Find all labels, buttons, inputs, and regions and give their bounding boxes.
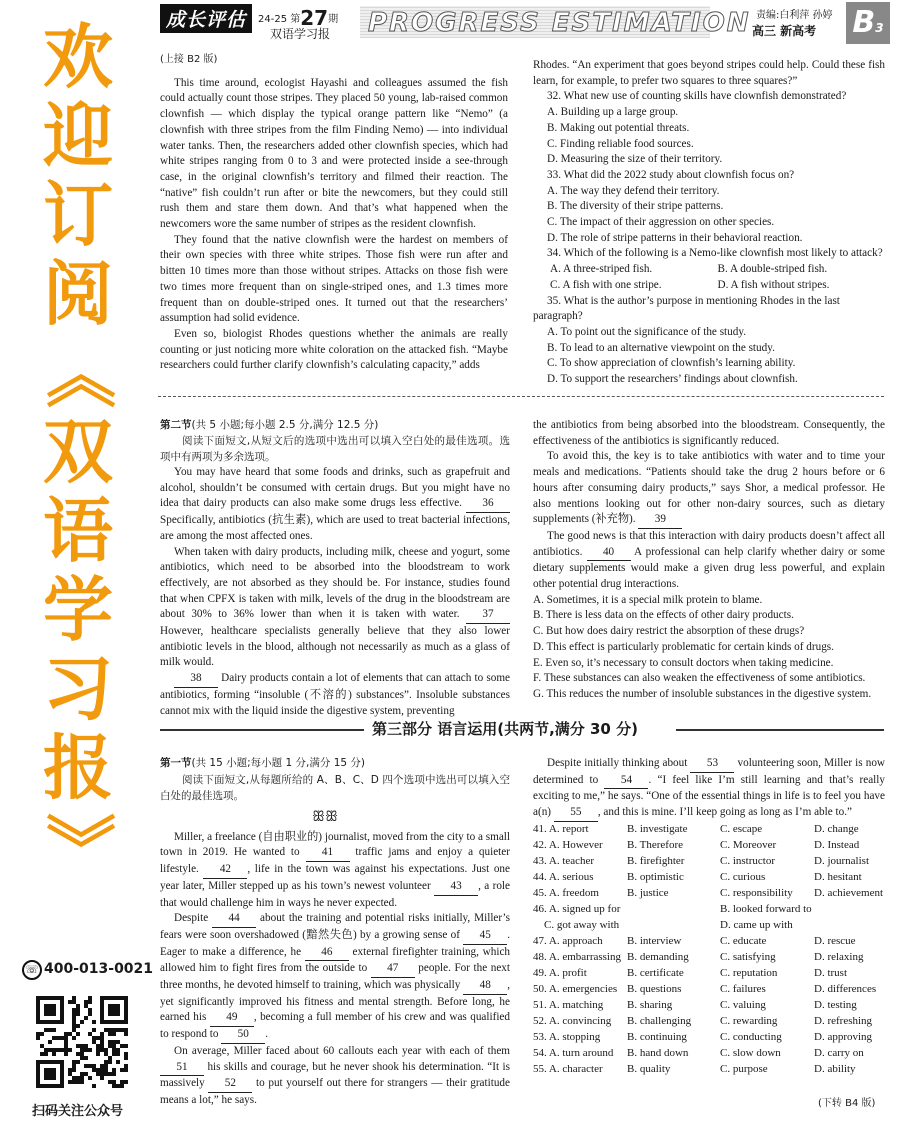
blank-47: 47 xyxy=(371,961,415,978)
blank-50: 50 xyxy=(221,1027,265,1044)
blank-54: 54 xyxy=(604,773,648,790)
answer-option: 48. A. embarrassing xyxy=(533,950,621,963)
answer-option: D. trust xyxy=(814,966,847,979)
cloze-left-column xyxy=(160,418,510,719)
banner-char: 学 xyxy=(43,569,113,651)
answer-option: 49. A. profit xyxy=(533,966,587,979)
answer-option: D. hesitant xyxy=(814,870,862,883)
answer-option: B. To lead to an alternative viewpoint on the study. xyxy=(547,341,775,354)
part3-section-heading xyxy=(160,756,510,772)
page-number: 3 xyxy=(875,21,884,35)
answer-option: C. Moreover xyxy=(720,838,777,851)
blank-46: 46 xyxy=(305,945,349,962)
cloze-right-column xyxy=(533,418,885,703)
blank-38: 38 xyxy=(174,671,218,688)
blank-52: 52 xyxy=(208,1076,252,1093)
reading-continuation: Rhodes. “An experiment that goes beyond stripes could help. Could these fish learn, for example, to prefer two squares to three squares?” xyxy=(533,59,885,87)
answer-option: C. instructor xyxy=(720,854,775,867)
options-table xyxy=(533,822,884,1078)
option-row xyxy=(533,918,884,934)
answer-option: C. responsibility xyxy=(720,886,793,899)
question-stem: 35. What is the author’s purpose in mentioning Rhodes in the last paragraph? xyxy=(533,294,840,323)
grade-label: 高三 新高考 xyxy=(752,24,817,38)
answer-option: D. refreshing xyxy=(814,1014,873,1027)
story-paragraph: Despite initially thinking about 53 volunteering soon, Miller is now determined to 54 . “I feel like I’m still learning and that’s really exciting to me,” he says. “One of the essential things in life is to feel you have a(n) 55 , and this is mine. I’ll keep going as long as I’m able to.” xyxy=(533,756,885,822)
banner-title: PROGRESS ESTIMATION xyxy=(368,8,751,38)
answer-option: B. looked forward to xyxy=(720,902,812,915)
phone-number: 400-013-0021 xyxy=(44,961,154,977)
answer-option: C. purpose xyxy=(720,1062,768,1075)
answer-option: C. Finding reliable food sources. xyxy=(547,137,694,150)
answer-option: D. came up with xyxy=(720,918,793,931)
option-row xyxy=(533,950,884,966)
answer-option: D. Instead xyxy=(814,838,860,851)
blank-42: 42 xyxy=(203,862,247,879)
reading-paragraph: Even so, biologist Rhodes questions whether the animals are really counting or just noticing more white coloration on the attacked fish. “Maybe researchers could further clarify clownfish’s calculating capacity,” adds xyxy=(160,327,508,372)
option-row xyxy=(533,934,884,950)
reading-paragraph: This time around, ecologist Hayashi and colleagues assumed the fish could actually count those stripes. They placed 50 young, lab-raised common clownfish — which display the typical orange pattern like “Nemo” (a clownfish with three stripes from the film Finding Nemo) — into individual water tanks. Then, the researchers added other clownfish species, which had white stripes ranging from 0 to 3 and were protected inside a see-through case, in the original clownfish’s territory and filmed their reaction. The “native” fish couldn’t run after or bite the newcomers, but they could still rush them and stare them down. And that’s what happened when the newcomers wore the same number of stripes as the resident clownfish. xyxy=(160,76,508,231)
answer-option: C. educate xyxy=(720,934,767,947)
answer-option: C. rewarding xyxy=(720,1014,778,1027)
answer-option: 44. A. serious xyxy=(533,870,594,883)
decoration-icon: ꕥꕥ xyxy=(312,809,338,825)
banner-char: 《 xyxy=(37,338,120,409)
answer-option: C. failures xyxy=(720,982,766,995)
answer-option: C. conducting xyxy=(720,1030,782,1043)
section2-heading-bold: 第二节 xyxy=(160,419,192,431)
paper-name: 双语学习报 xyxy=(270,27,331,41)
blank-40: 40 xyxy=(587,545,631,562)
choice-option: A. Sometimes, it is a special milk protein to blame. xyxy=(533,593,763,606)
option-row xyxy=(533,854,884,870)
blank-37: 37 xyxy=(466,607,510,624)
answer-option: 42. A. However xyxy=(533,838,603,851)
phone-icon: ☏ xyxy=(22,960,42,980)
choice-option: B. There is less data on the effects of other dairy products. xyxy=(533,609,794,622)
option-row xyxy=(533,982,884,998)
answer-option: B. certificate xyxy=(627,966,684,979)
answer-option: B. Making out potential threats. xyxy=(547,121,690,134)
answer-option: C. curious xyxy=(720,870,766,883)
language-use-right-column xyxy=(533,756,885,1078)
option-row xyxy=(533,822,884,838)
choice-option: G. This reduces the number of insoluble substances in the digestive system. xyxy=(533,687,872,700)
phone-line xyxy=(22,960,153,980)
section2-instructions: 阅读下面短文,从短文后的选项中选出可以填入空白处的最佳选项。选项中有两项为多余选项。 xyxy=(160,435,510,463)
answer-option: B. hand down xyxy=(627,1046,689,1059)
qr-code-icon xyxy=(36,996,128,1088)
answer-option: 43. A. teacher xyxy=(533,854,595,867)
answer-option: D. Measuring the size of their territory. xyxy=(547,153,723,166)
answer-option: 47. A. approach xyxy=(533,934,603,947)
option-row xyxy=(533,1062,884,1078)
issue-prefix: 24-25 第 xyxy=(258,14,301,25)
answer-option: D. approving xyxy=(814,1030,873,1043)
option-row xyxy=(550,262,885,278)
section-divider xyxy=(158,396,884,397)
section2-heading-rest: (共 5 小题;每小题 2.5 分,满分 12.5 分) xyxy=(191,419,379,431)
cloze-paragraph: To avoid this, the key is to take antibiotics with water and to time your meals and medications. “Patients should take the drug 2 hours before or 6 hours after consuming dairy products,” says Shor, a medical professor. He also mentions looking out for other non-dairy sources, such as dietary supplements (补充物). 39 xyxy=(533,449,885,529)
subscribe-banner xyxy=(34,18,122,887)
title-rule-right xyxy=(676,729,884,731)
answer-option: C. valuing xyxy=(720,998,766,1011)
answer-option: D. differences xyxy=(814,982,877,995)
brand-logo: 成长评估 xyxy=(160,4,252,33)
answer-option: C. got away with xyxy=(533,918,620,931)
answer-option: D. A fish without stripes. xyxy=(717,278,830,291)
banner-char: 迎 xyxy=(43,95,113,177)
reading-paragraph: They found that the native clownfish were the hardest on members of their own species with three white stripes. Those fish were run after and bitten 10 times more than those without stripes. Attacks on those fish were two times more frequent than on single-striped ones, and 1.3 times more frequent than on double-striped ones. It turned out that the researchers’ assumption had solid evidence. xyxy=(160,233,508,325)
option-row xyxy=(533,902,884,918)
answer-option: A. Building up a large group. xyxy=(547,106,679,119)
banner-char: 欢 xyxy=(43,16,113,98)
answer-option: B. The diversity of their stripe patterns. xyxy=(547,200,724,213)
choice-option: F. These substances can also weaken the effectiveness of some antibiotics. xyxy=(533,672,866,685)
answer-option: B. investigate xyxy=(627,822,688,835)
continued-from-note: (上接 B2 版) xyxy=(160,54,218,65)
option-row xyxy=(533,870,884,886)
blank-53: 53 xyxy=(690,756,734,773)
story-paragraph: On average, Miller faced about 60 callouts each year with each of them 51 his skills and courage, but he never shook his determination. “It is massively 52 to put yourself out there for strangers — their gratitude means a lot,” he says. xyxy=(160,1044,510,1106)
page-number-badge xyxy=(846,2,890,44)
answer-option: B. A double-striped fish. xyxy=(717,263,828,276)
blank-51: 51 xyxy=(160,1060,204,1077)
reading-right-column xyxy=(533,58,885,388)
blank-55: 55 xyxy=(554,805,598,822)
blank-48: 48 xyxy=(463,978,507,995)
answer-option: D. testing xyxy=(814,998,857,1011)
issue-suffix: 期 xyxy=(328,14,339,25)
answer-option: 55. A. character xyxy=(533,1062,603,1075)
banner-char: 订 xyxy=(43,174,113,256)
answer-option: B. interview xyxy=(627,934,682,947)
answer-option: 41. A. report xyxy=(533,822,589,835)
option-row xyxy=(533,1046,884,1062)
answer-option: C. To show appreciation of clownfish’s learning ability. xyxy=(547,357,796,370)
answer-option: B. firefighter xyxy=(627,854,685,867)
section2-heading xyxy=(160,418,510,433)
answer-option: A. A three-striped fish. xyxy=(550,263,653,276)
answer-option: B. challenging xyxy=(627,1014,692,1027)
option-row xyxy=(533,998,884,1014)
blank-44: 44 xyxy=(212,911,256,928)
story-paragraph: Miller, a freelance (自由职业的) journalist, moved from the city to a small town in 2019. He wanted to 41 traffic jams and enjoy a quieter lifestyle. 42 , life in the town was against his expectations. Just one year later, Miller stepped up as his town’s newest volunteer 43 , a role that would challenge him in ways he never expected. xyxy=(160,830,511,909)
answer-option: D. relaxing xyxy=(814,950,864,963)
part3-section-heading-bold: 第一节 xyxy=(160,757,192,769)
blank-43: 43 xyxy=(434,879,478,896)
answer-option: B. optimistic xyxy=(627,870,684,883)
answer-option: D. ability xyxy=(814,1062,856,1075)
page-letter: B xyxy=(852,5,876,40)
part3-title: 第三部分 语言运用(共两节,满分 30 分) xyxy=(372,720,638,738)
blank-45: 45 xyxy=(463,928,507,945)
option-row xyxy=(533,838,884,854)
answer-option: D. achievement xyxy=(814,886,884,899)
option-row xyxy=(550,278,885,294)
answer-option: C. escape xyxy=(720,822,763,835)
editors: 责编:白利萍 孙婷 xyxy=(756,10,833,21)
answer-option: B. demanding xyxy=(627,950,689,963)
cloze-paragraph: When taken with dairy products, including milk, cheese and yogurt, some antibiotics, which need to be absorbed into the bloodstream to work effectively, are not absorbed as they should be. For instance, studies found that when CPFX is taken with milk, levels of the drug in the bloodstream are about 30% to 36% lower than when it is taken with water. 37 However, healthcare specialists generally believe that they also lower antibiotic levels in the blood, although not necessarily as much as a glass of milk would. xyxy=(160,545,510,669)
choice-option: E. Even so, it’s necessary to consult doctors when taking medicine. xyxy=(533,656,834,669)
option-row xyxy=(533,1030,884,1046)
banner-char: 双 xyxy=(43,411,113,493)
answer-option: B. continuing xyxy=(627,1030,687,1043)
answer-option: 53. A. stopping xyxy=(533,1030,601,1043)
banner-char: 阅 xyxy=(43,253,113,335)
continued-to-note: (下转 B4 版) xyxy=(818,1098,876,1109)
answer-option: 50. A. emergencies xyxy=(533,982,618,995)
banner-char: 语 xyxy=(43,490,113,572)
banner-char: 习 xyxy=(43,648,113,730)
banner-char: 》 xyxy=(37,812,120,883)
cloze-paragraph: You may have heard that some foods and drinks, such as grapefruit and alcohol, shouldn’t be consumed with certain drugs. But you might have no idea that dairy products can also make some drugs less effective. 36 Specifically, antibiotics (抗生素), which are used to treat bacterial infections, are among the most affected ones. xyxy=(160,466,510,542)
part3-instructions: 阅读下面短文,从每题所给的 A、B、C、D 四个选项中选出可以填入空白处的最佳选项。 xyxy=(160,773,510,802)
choice-option: D. This effect is particularly problematic for certain kinds of drugs. xyxy=(533,640,834,653)
answer-option: D. To support the researchers’ findings about clownfish. xyxy=(547,373,798,386)
cloze-paragraph: the antibiotics from being absorbed into the bloodstream. Consequently, the effectiveness of the antibiotics is significantly reduced. xyxy=(533,419,885,447)
answer-option: C. A fish with one stripe. xyxy=(550,278,662,291)
answer-option: D. rescue xyxy=(814,934,856,947)
option-row xyxy=(533,886,884,902)
blank-39: 39 xyxy=(638,512,682,529)
page-header xyxy=(0,0,900,48)
blank-41: 41 xyxy=(306,845,350,862)
answer-option: D. change xyxy=(814,822,859,835)
answer-option: B. quality xyxy=(627,1062,671,1075)
answer-option: 45. A. freedom xyxy=(533,886,599,899)
answer-option: B. justice xyxy=(627,886,669,899)
part3-section-heading-rest: (共 15 小题;每小题 1 分,满分 15 分) xyxy=(191,757,365,769)
question-stem: 32. What new use of counting skills have clownfish demonstrated? xyxy=(547,90,847,103)
answer-option: C. satisfying xyxy=(720,950,776,963)
answer-option: A. To point out the significance of the study. xyxy=(547,325,747,338)
question-stem: 33. What did the 2022 study about clownfish focus on? xyxy=(547,168,795,181)
answer-option: B. sharing xyxy=(627,998,673,1011)
option-row xyxy=(533,1014,884,1030)
answer-option: D. The role of stripe patterns in their behavioral reaction. xyxy=(547,231,803,244)
answer-option: 46. A. signed up for xyxy=(533,902,621,915)
answer-option: 54. A. turn around xyxy=(533,1046,614,1059)
story-paragraph: Despite 44 about the training and potential risks initially, Miller’s fears were soon overshadowed (黯然失色) by a growing sense of 45 . Eager to make a difference, he 46 external firefighter training, which allowed him to fight fires from the outside to 47 people. For the next three months, he devoted himself to training, which was physically 48 , yet significantly improved his fitness and mental strength. Before long, he earned his 49 , becoming a full member of his crew and was qualified to respond to 50 . xyxy=(160,911,510,1044)
answer-option: B. Therefore xyxy=(627,838,683,851)
answer-option: B. questions xyxy=(627,982,682,995)
issue-number: 27 xyxy=(300,6,329,30)
answer-option: 52. A. convincing xyxy=(533,1014,612,1027)
question-stem: 34. Which of the following is a Nemo-like clownfish most likely to attack? xyxy=(547,247,883,260)
answer-option: C. The impact of their aggression on other species. xyxy=(547,216,775,229)
blank-36: 36 xyxy=(466,496,510,513)
answer-option: C. slow down xyxy=(720,1046,781,1059)
answer-option: D. journalist xyxy=(814,854,869,867)
option-row xyxy=(533,966,884,982)
reading-left-column xyxy=(160,52,508,374)
title-rule-left xyxy=(160,729,364,731)
qr-caption: 扫码关注公众号 xyxy=(32,1104,124,1119)
banner-char: 报 xyxy=(43,727,113,809)
answer-option: A. The way they defend their territory. xyxy=(547,184,720,197)
cloze-paragraph: The good news is that this interaction with dairy products doesn’t affect all antibiotics. 40 A professional can help clarify whether dairy or some dietary supplements would make a given drug less powerful, and explain other potential drug interactions. xyxy=(533,529,885,591)
blank-49: 49 xyxy=(210,1010,254,1027)
cloze-paragraph: 38 Dairy products contain a lot of elements that can attach to some antibiotics, forming “insoluble (不溶的) substances”. Insoluble substances cannot mix with the liquid inside the digestive system, preventing xyxy=(160,672,510,717)
answer-option: 51. A. matching xyxy=(533,998,604,1011)
answer-option: C. reputation xyxy=(720,966,778,979)
choice-option: C. But how does dairy restrict the absorption of these drugs? xyxy=(533,625,805,638)
answer-option: D. carry on xyxy=(814,1046,864,1059)
